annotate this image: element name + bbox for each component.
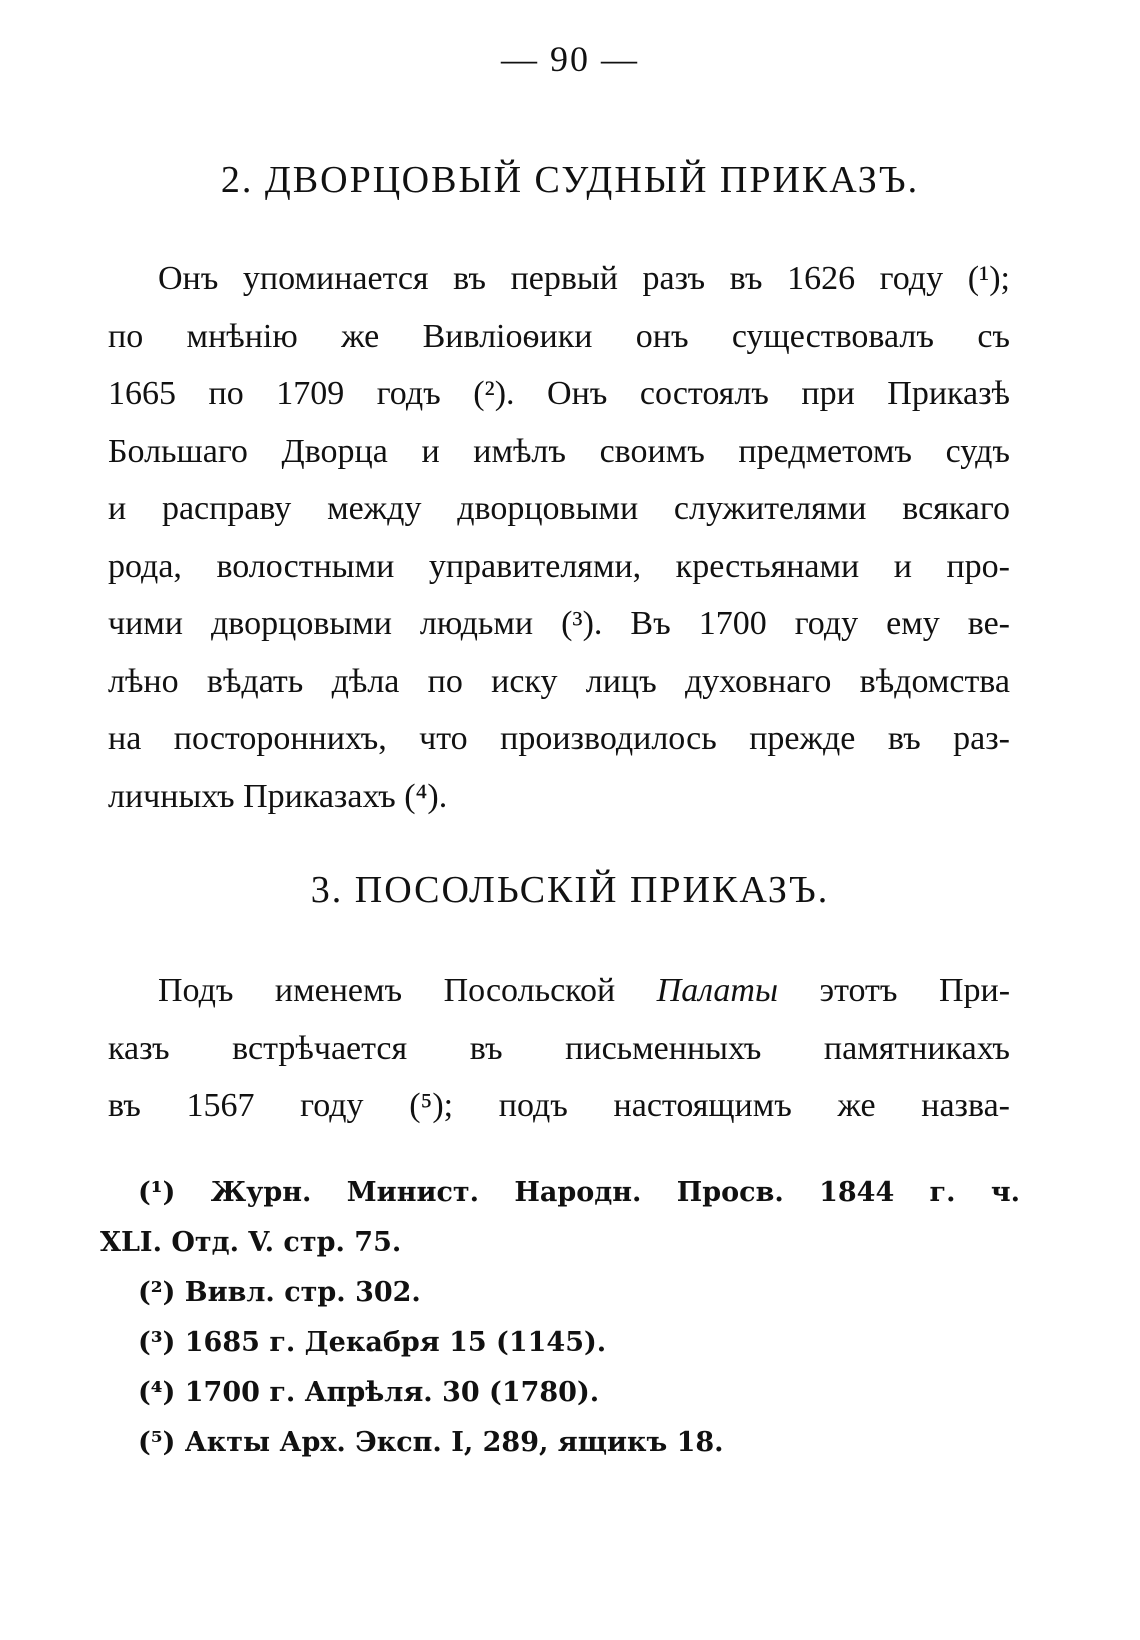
text-fragment: Подъ именемъ Посольской <box>158 972 616 1009</box>
text-fragment: этотъ При- <box>819 972 1011 1009</box>
section-heading-posolsky: 3. ПОСОЛЬСКІЙ ПРИКАЗЪ. <box>310 869 830 911</box>
text-line: въ 1567 году (⁵); подъ настоящимъ же назва- <box>108 1087 1010 1124</box>
paragraph-posolsky <box>108 962 1010 1135</box>
section-heading-dvortsovy: 2. ДВОРЦОВЫЙ СУДНЫЙ ПРИКАЗЪ. <box>220 159 920 201</box>
footnote: (⁵) Акты Арх. Эксп. I, 289, ящикъ 18. <box>138 1427 724 1458</box>
text-line: рода, волостными управителями, крестьянами и про- <box>108 547 1010 585</box>
footnotes <box>100 1168 1020 1468</box>
text-line: личныхъ Приказахъ (⁴). <box>108 777 448 815</box>
paragraph-dvortsovy <box>108 250 1010 825</box>
italic-term: Палаты <box>656 972 779 1009</box>
text-line: и расправу между дворцовыми служителями всякаго <box>108 490 1010 527</box>
text-line: на постороннихъ, что производилось прежде въ раз- <box>108 720 1010 757</box>
footnote: (¹) Журн. Минист. Народн. Просв. 1844 г. ч. <box>138 1177 1020 1208</box>
text-line: лѣно вѣдать дѣла по иску лицъ духовнаго вѣдомства <box>108 662 1010 700</box>
text-line: по мнѣнію же Вивліоѳики онъ существовалъ съ <box>108 317 1010 355</box>
text-line <box>108 962 1010 1020</box>
footnote: (³) 1685 г. Декабря 15 (1145). <box>138 1327 607 1358</box>
page-number: — 90 — <box>501 39 639 79</box>
footnote-continuation: XLI. Отд. V. стр. 75. <box>100 1227 402 1258</box>
footnote: (²) Вивл. стр. 302. <box>138 1277 421 1308</box>
text-line: Большаго Дворца и имѣлъ своимъ предметомъ судъ <box>108 432 1010 470</box>
text-line: казъ встрѣчается въ письменныхъ памятникахъ <box>108 1029 1010 1067</box>
text-line: Онъ упоминается въ первый разъ въ 1626 году (¹); <box>158 260 1010 297</box>
text-line: 1665 по 1709 годъ (²). Онъ состоялъ при Приказѣ <box>108 375 1010 412</box>
text-line: чими дворцовыми людьми (³). Въ 1700 году ему ве- <box>108 605 1010 642</box>
footnote: (⁴) 1700 г. Апрѣля. 30 (1780). <box>138 1377 600 1408</box>
